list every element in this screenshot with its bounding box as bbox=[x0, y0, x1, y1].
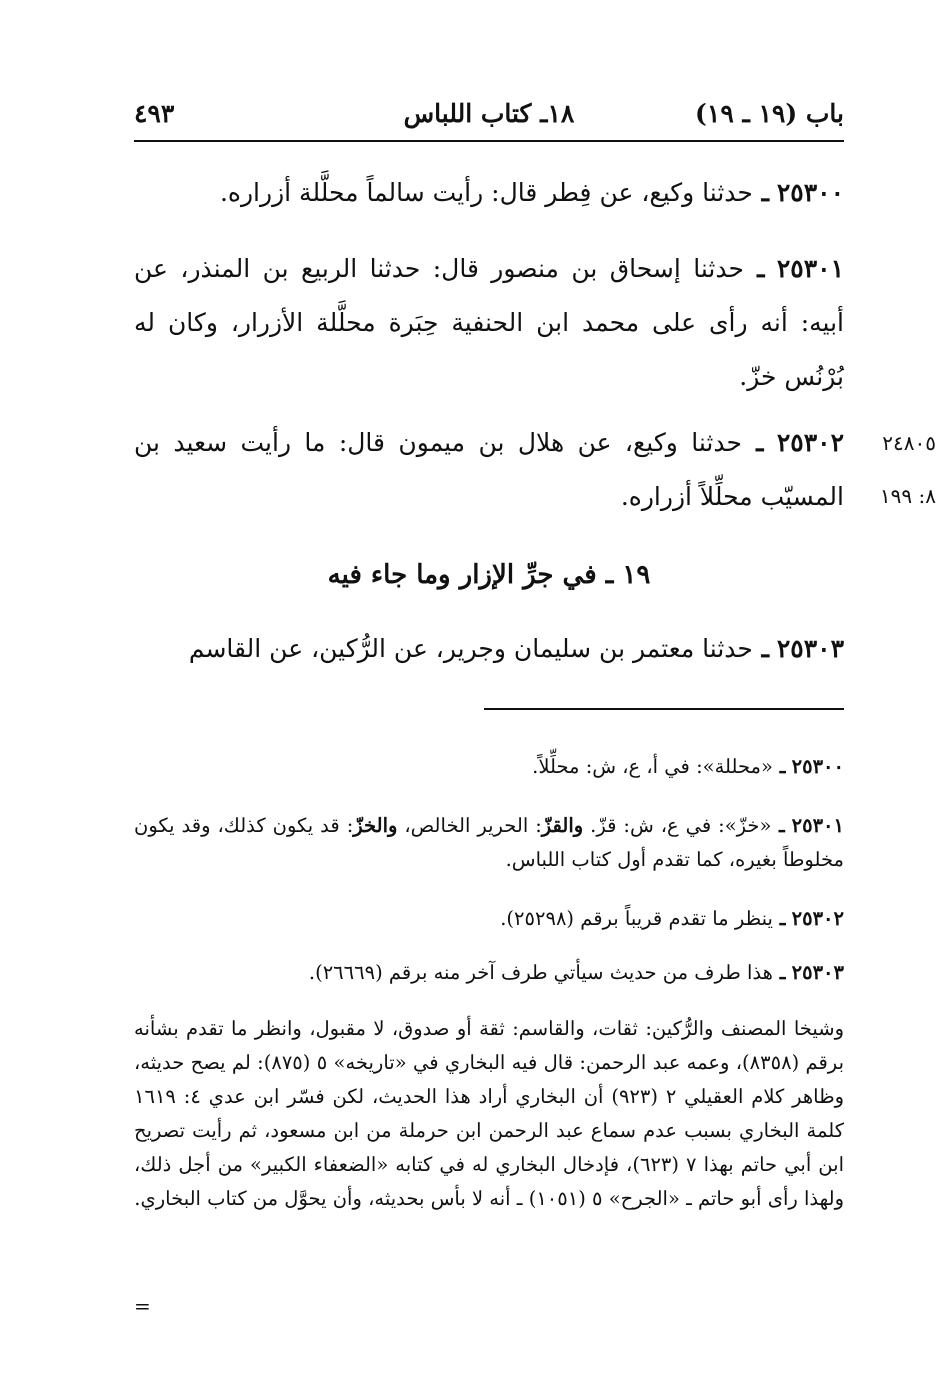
hadith-text: حدثنا معتمر بن سليمان وجرير، عن الرُّكين، عن القاسم bbox=[188, 634, 753, 663]
footnote-term: والخزّ bbox=[353, 813, 398, 837]
footnote-text: «محللة»: في أ، ع، ش: محلِّلاً. bbox=[532, 754, 773, 778]
footnote-25303-detail: وشيخا المصنف والرُّكين: ثقات، والقاسم: ثقة أو صدوق، لا مقبول، وانظر ما تقدم بشأنه برقم (٨٣٥٨)، وعمه عبد الرحمن: قال فيه البخاري في «تاريخه» ٥ (٨٧٥): لم يصح حديثه، وظاهر كلام العقيلي ٢ (٩٢٣) أن البخاري أراد هذا الحديث، لكن فسّر ابن عدي ٤: ١٦١٩ كلمة البخاري بسبب عدم سماع عبد الرحمن ابن حرملة من ابن مسعود، ثم رأيت تصريح ابن أبي حاتم بهذا ٧ (٦٢٣)، فإدخال البخاري له في كتابه «الضعفاء الكبير» من أجل ذلك، ولهذا رأى أبو حاتم ـ «الجرح» ٥ (١٠٥١) ـ أنه لا بأس بحديثه، وأن يحوَّل من كتاب البخاري. bbox=[134, 1016, 845, 1210]
hadith-25303: ٢٥٣٠٣ ـ حدثنا معتمر بن سليمان وجرير، عن الرُّكين، عن القاسم bbox=[188, 634, 844, 663]
footnote-text: : الحرير الخالص، bbox=[404, 813, 542, 837]
footnote-term: والقزّ bbox=[541, 813, 584, 837]
hadith-text: حدثنا وكيع، عن فِطر قال: رأيت سالماً محلَّلة أزراره. bbox=[219, 178, 753, 207]
footnote-number: ٢٥٣٠٠ bbox=[791, 754, 844, 778]
hadith-number: ٢٥٣٠٠ bbox=[776, 178, 844, 207]
book-title: ١٨ـ كتاب اللباس bbox=[403, 99, 575, 128]
footnote-text: «خزّ»: في ع، ش: قزّ. bbox=[590, 813, 772, 837]
hadith-25301: ٢٥٣٠١ ـ حدثنا إسحاق بن منصور قال: حدثنا الربيع بن المنذر، عن أبيه: أنه رأى على محمد ابن الحنفية حِبَرة محلَّلة الأزرار، وكان له بُرْنُس خزّ. bbox=[134, 254, 845, 391]
margin-note: ٨: ١٩٩ bbox=[879, 484, 936, 508]
footnote-number: ٢٥٣٠٣ bbox=[791, 960, 844, 984]
chapter-heading: ١٩ ـ في جرِّ الإزار وما جاء فيه bbox=[327, 560, 651, 590]
hadith-25302: ٢٥٣٠٢ ـ حدثنا وكيع، عن هلال بن ميمون قال: ما رأيت سعيد بن المسيّب محلِّلاً أزراره. bbox=[134, 428, 844, 511]
continuation-mark: = bbox=[134, 1294, 151, 1318]
footnote-25300: ٢٥٣٠٠ ـ «محللة»: في أ، ع، ش: محلِّلاً. bbox=[532, 754, 844, 778]
hadith-text: حدثنا إسحاق بن منصور قال: حدثنا الربيع بن المنذر، عن أبيه: أنه رأى على محمد ابن الحنفية حِبَرة محلَّلة الأزرار، وكان له بُرْنُس خزّ. bbox=[134, 254, 844, 391]
hadith-number: ٢٥٣٠٣ bbox=[776, 634, 844, 663]
footnote-number: ٢٥٣٠١ bbox=[791, 813, 845, 837]
hadith-number: ٢٥٣٠٢ bbox=[776, 428, 844, 457]
page-number: ٤٩٣ bbox=[134, 99, 175, 128]
footnote-25301: ٢٥٣٠١ ـ «خزّ»: في ع، ش: قزّ. والقزّ: الحرير الخالص، والخزّ: قد يكون كذلك، وقد يكون مخلوطاً بغيره، كما تقدم أول كتاب اللباس. bbox=[134, 813, 845, 871]
hadith-25300: ٢٥٣٠٠ ـ حدثنا وكيع، عن فِطر قال: رأيت سالماً محلَّلة أزراره. bbox=[219, 178, 844, 207]
hadith-number: ٢٥٣٠١ bbox=[776, 254, 845, 283]
page-header bbox=[134, 96, 844, 136]
footnote-text: : قد يكون كذلك، وقد يكون مخلوطاً بغيره، كما تقدم أول كتاب اللباس. bbox=[134, 813, 844, 871]
header-rule bbox=[134, 140, 844, 142]
footnote-text: ينظر ما تقدم قريباً برقم (٢٥٢٩٨). bbox=[500, 906, 773, 930]
footnote-number: ٢٥٣٠٢ bbox=[791, 906, 844, 930]
chapter-range: باب (١٩ ـ ١٩) bbox=[695, 99, 844, 128]
footnote-25302: ٢٥٣٠٢ ـ ينظر ما تقدم قريباً برقم (٢٥٢٩٨). bbox=[500, 906, 844, 930]
hadith-text: حدثنا وكيع، عن هلال بن ميمون قال: ما رأيت سعيد بن المسيّب محلِّلاً أزراره. bbox=[134, 428, 844, 511]
footnote-text: هذا طرف من حديث سيأتي طرف آخر منه برقم (٢٦٦٦٩). bbox=[308, 960, 773, 984]
footnote-25303: ٢٥٣٠٣ ـ هذا طرف من حديث سيأتي طرف آخر منه برقم (٢٦٦٦٩). bbox=[308, 960, 844, 984]
footnote-rule bbox=[484, 708, 844, 710]
margin-note: ٢٤٨٠٥ bbox=[882, 431, 936, 455]
